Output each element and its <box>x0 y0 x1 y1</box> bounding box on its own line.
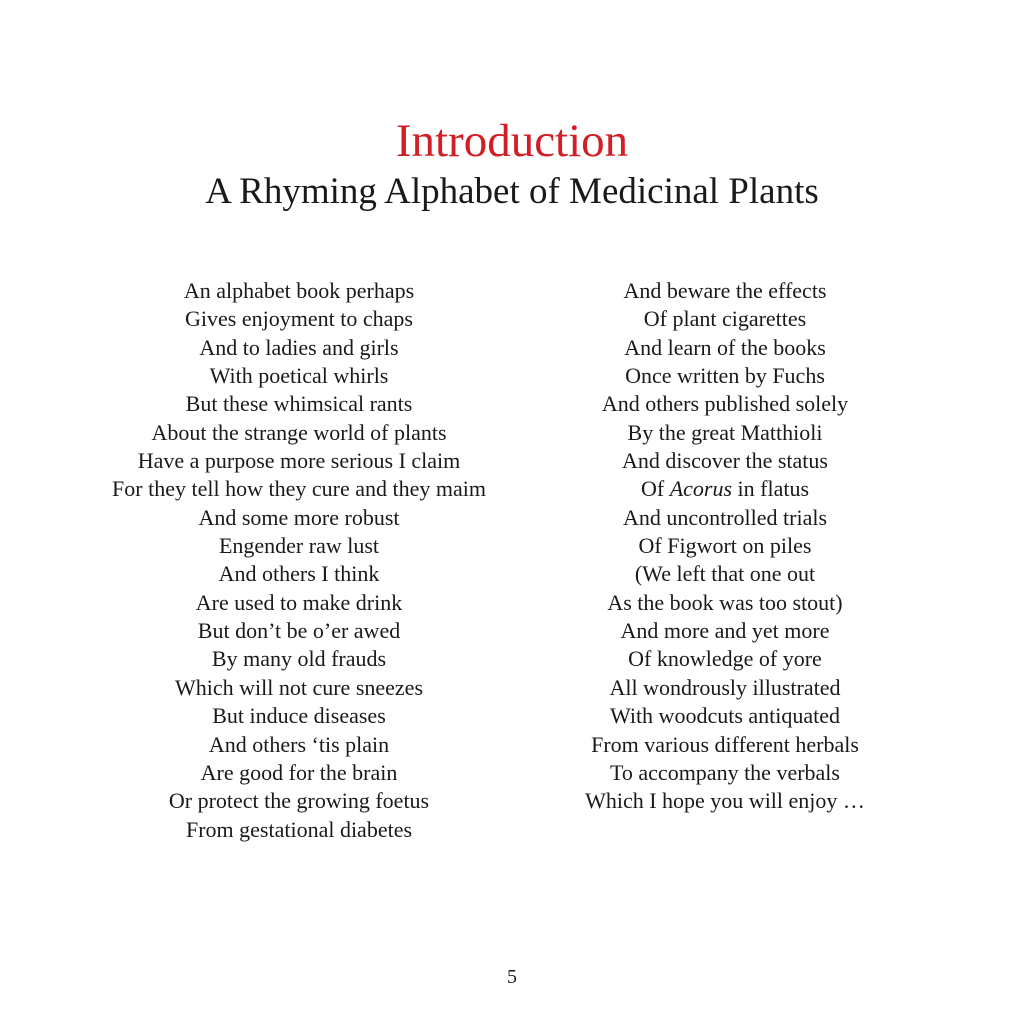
poem-line: And some more robust <box>198 504 400 530</box>
poem-line: By the great Matthioli <box>627 419 823 445</box>
poem-line: And others published solely <box>601 391 849 417</box>
poem-line: Gives enjoyment to chaps <box>185 306 413 332</box>
poem-line: With woodcuts antiquated <box>609 703 841 729</box>
page-subtitle: A Rhyming Alphabet of Medicinal Plants <box>205 171 819 212</box>
poem-line: Of Figwort on piles <box>638 533 812 559</box>
poem-line: To accompany the verbals <box>610 759 840 785</box>
poem-line: An alphabet book perhaps <box>183 278 415 303</box>
poem-left-column <box>96 277 502 844</box>
poem-line: Have a purpose more serious I claim <box>137 448 461 474</box>
poem-line: Are good for the brain <box>200 759 398 785</box>
poem-line: Of knowledge of yore <box>628 646 822 672</box>
poem-line: And others ‘tis plain <box>208 731 390 757</box>
poem-line: About the strange world of plants <box>151 419 447 445</box>
poem-line: And more and yet more <box>620 618 830 644</box>
poem-line: Or protect the growing foetus <box>168 788 430 814</box>
page-number: 5 <box>507 966 517 988</box>
poem-line: And beware the effects <box>623 278 827 303</box>
poem-line: Once written by Fuchs <box>625 363 825 389</box>
poem-line: For they tell how they cure and they maim <box>112 476 486 502</box>
poem-line-text: in flatus <box>732 476 810 502</box>
poem-line: Are used to make drink <box>195 589 403 615</box>
poem-line: Which will not cure sneezes <box>174 674 423 700</box>
poem-line: But these whimsical rants <box>185 391 413 417</box>
poem-line: Of plant cigarettes <box>643 306 807 332</box>
poem-line: With poetical whirls <box>209 363 389 389</box>
poem-line: But don’t be o’er awed <box>197 618 401 644</box>
poem-line-italic-text: Acorus <box>669 476 733 502</box>
poem-line: From various different herbals <box>591 731 859 757</box>
poem-line: As the book was too stout) <box>607 589 843 615</box>
poem-line: And learn of the books <box>624 334 826 360</box>
poem-line: And discover the status <box>622 448 828 474</box>
poem-line: Engender raw lust <box>218 533 380 559</box>
poem-line: From gestational diabetes <box>185 816 413 842</box>
poem-line: And uncontrolled trials <box>622 504 828 530</box>
poem-line: Which I hope you will enjoy … <box>585 788 865 814</box>
poem-line-text: Of <box>640 476 670 502</box>
poem-line <box>560 475 890 503</box>
poem-line: (We left that one out <box>634 561 816 587</box>
page-title: Introduction <box>395 115 629 167</box>
poem-line: And others I think <box>218 561 380 587</box>
poem-line: By many old frauds <box>211 646 387 672</box>
poem-right-column <box>560 277 890 816</box>
poem-line: But induce diseases <box>212 703 386 729</box>
poem-line: And to ladies and girls <box>199 334 399 360</box>
poem-line: All wondrously illustrated <box>609 674 841 700</box>
